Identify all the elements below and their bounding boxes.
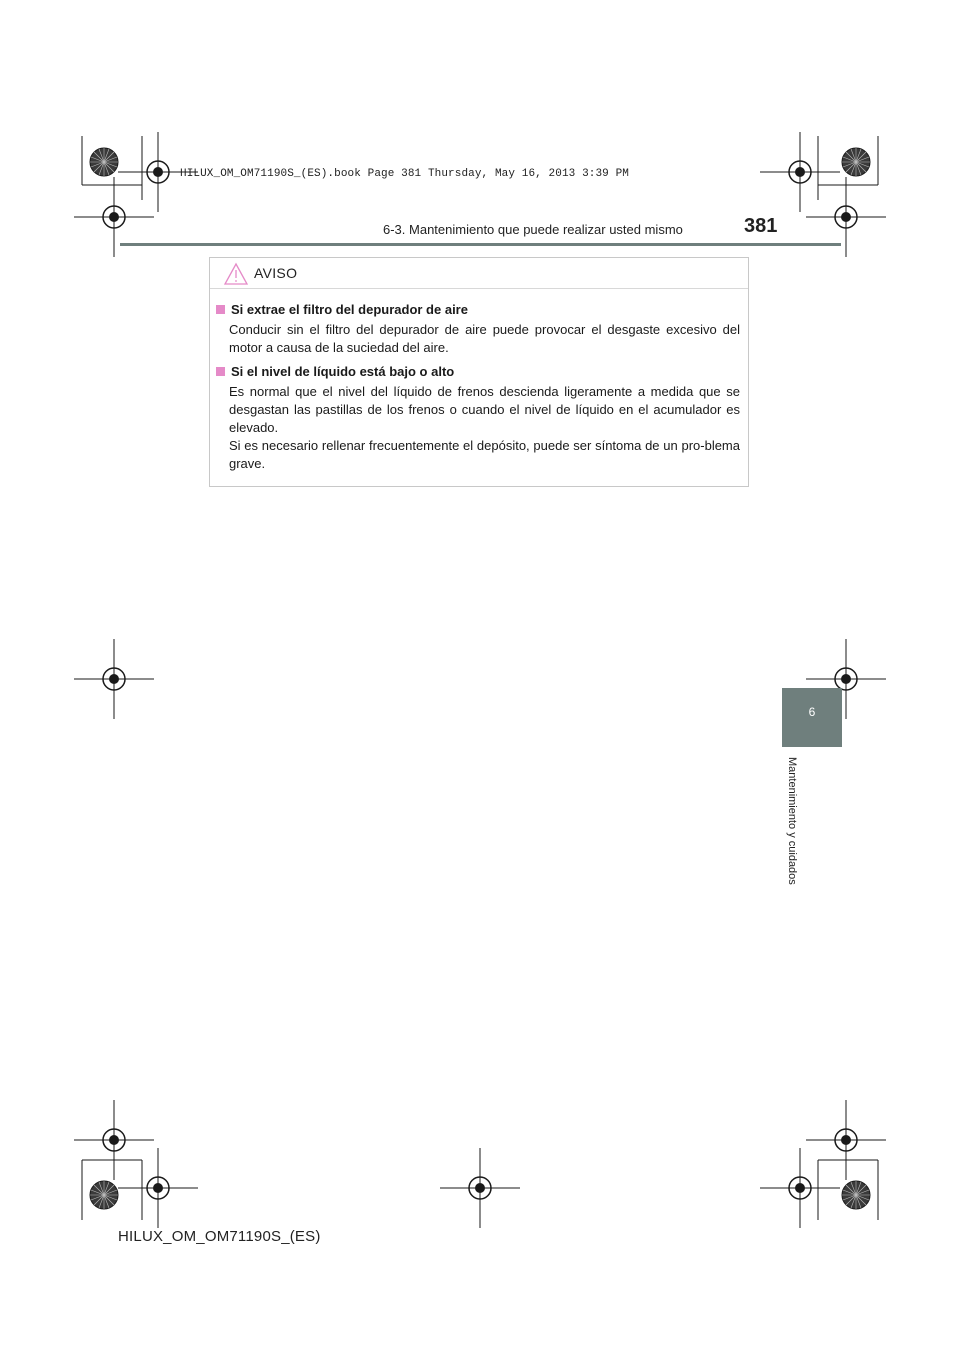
warning-title: AVISO: [254, 265, 298, 281]
bullet-square-icon: [216, 305, 225, 314]
warning-item-text: Conducir sin el filtro del depurador de aire puede provocar el desgaste excesivo del motor a causa de la suciedad del aire.: [229, 322, 740, 355]
chapter-number: 6: [808, 705, 816, 719]
warning-box: [209, 257, 749, 487]
footer-code: HILUX_OM_OM71190S_(ES): [118, 1228, 321, 1245]
warning-triangle-icon: [223, 262, 249, 286]
warning-item-heading: Si el nivel de líquido está bajo o alto: [216, 364, 454, 379]
bullet-square-icon: [216, 367, 225, 376]
warning-header: [210, 258, 748, 289]
book-stamp: HILUX_OM_OM71190S_(ES).book Page 381 Thursday, May 16, 2013 3:39 PM: [180, 168, 629, 180]
chapter-label: Mantenimiento y cuidados: [786, 757, 798, 885]
header-rule: [120, 243, 841, 246]
section-title: 6-3. Mantenimiento que puede realizar usted mismo: [383, 222, 683, 237]
warning-item-heading: Si extrae el filtro del depurador de aire: [216, 302, 468, 317]
warning-item-text: Si es necesario rellenar frecuentemente el depósito, puede ser síntoma de un pro-blema grave.: [229, 438, 740, 471]
warning-item-text: Es normal que el nivel del líquido de frenos descienda ligeramente a medida que se desgastan las pastillas de los frenos o cuando el nivel de líquido en el acumulador es elevado.: [229, 384, 740, 435]
chapter-tab: [782, 688, 842, 747]
page-number: 381: [744, 215, 778, 237]
